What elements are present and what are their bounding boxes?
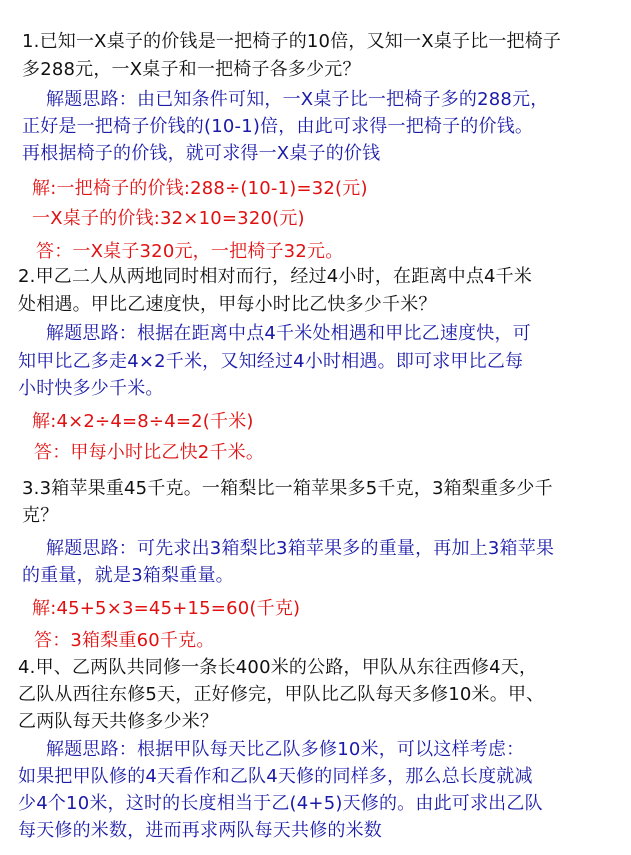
problem-1-hint-line-2: 正好是一把椅子价钱的(10-1)倍，由此可求得一把椅子的价钱。 bbox=[22, 116, 534, 137]
problem-1-solution-line-2: 一X桌子的价钱:32×10=320(元) bbox=[32, 208, 305, 229]
problem-4-hint-line-2: 如果把甲队修的4天看作和乙队4天修的同样多，那么总长度就减 bbox=[18, 766, 533, 787]
problem-1-hint-line-1: 解题思路：由已知条件可知，一X桌子比一把椅子多的288元， bbox=[46, 89, 549, 110]
problem-3-hint-line-1: 解题思路：可先求出3箱梨比3箱苹果多的重量，再加上3箱苹果 bbox=[46, 538, 555, 559]
problem-3-question-line-1: 3.3箱苹果重45千克。一箱梨比一箱苹果多5千克，3箱梨重多少千 bbox=[22, 478, 553, 499]
problem-2-question-line-1: 2.甲乙二人从两地同时相对而行，经过4小时，在距离中点4千米 bbox=[18, 266, 533, 287]
problem-3-answer: 答：3箱梨重60千克。 bbox=[34, 630, 215, 651]
problem-2-hint-line-2: 知甲比乙多走4×2千米，又知经过4小时相遇。即可求甲比乙每 bbox=[18, 351, 524, 372]
problem-2-question-line-2: 处相遇。甲比乙速度快，甲每小时比乙快多少千米？ bbox=[18, 294, 437, 315]
problem-4-hint-line-3: 少4个10米，这时的长度相当于乙(4+5)天修的。由此可求出乙队 bbox=[18, 793, 543, 814]
problem-1-question-line-2: 多288元，一X桌子和一把椅子各多少元？ bbox=[22, 59, 361, 80]
problem-4-question-line-1: 4.甲、乙两队共同修一条长400米的公路，甲队从东往西修4天， bbox=[18, 657, 538, 678]
problem-1-question-line-1: 1.已知一X桌子的价钱是一把椅子的10倍，又知一X桌子比一把椅子 bbox=[22, 31, 562, 52]
problem-2-hint-line-3: 小时快多少千米。 bbox=[18, 378, 164, 399]
problem-4-hint-line-1: 解题思路：根据甲队每天比乙队多修10米，可以这样考虑： bbox=[46, 739, 525, 760]
problem-4-hint-line-4: 每天修的米数，进而再求两队每天共修的米数 bbox=[18, 820, 382, 841]
problem-2-hint-line-1: 解题思路：根据在距离中点4千米处相遇和甲比乙速度快，可 bbox=[46, 323, 531, 344]
problem-4-question-line-3: 乙两队每天共修多少米？ bbox=[18, 711, 219, 732]
problem-1-answer: 答：一X桌子320元，一把椅子32元。 bbox=[36, 241, 344, 262]
problem-4-question-line-2: 乙队从西往东修5天，正好修完，甲队比乙队每天多修10米。甲、 bbox=[18, 684, 545, 705]
problem-3-question-line-2: 克？ bbox=[22, 505, 59, 526]
problem-1-hint-line-3: 再根据椅子的价钱，就可求得一X桌子的价钱 bbox=[22, 143, 381, 164]
problem-2-answer: 答：甲每小时比乙快2千米。 bbox=[34, 442, 265, 463]
problem-3-hint-line-2: 的重量，就是3箱梨重量。 bbox=[22, 565, 234, 586]
problem-2-solution-line-1: 解:4×2÷4=8÷4=2(千米) bbox=[32, 411, 254, 432]
problem-1-solution-line-1: 解:一把椅子的价钱:288÷(10-1)=32(元) bbox=[32, 178, 368, 199]
problem-3-solution-line-1: 解:45+5×3=45+15=60(千克) bbox=[32, 598, 301, 619]
